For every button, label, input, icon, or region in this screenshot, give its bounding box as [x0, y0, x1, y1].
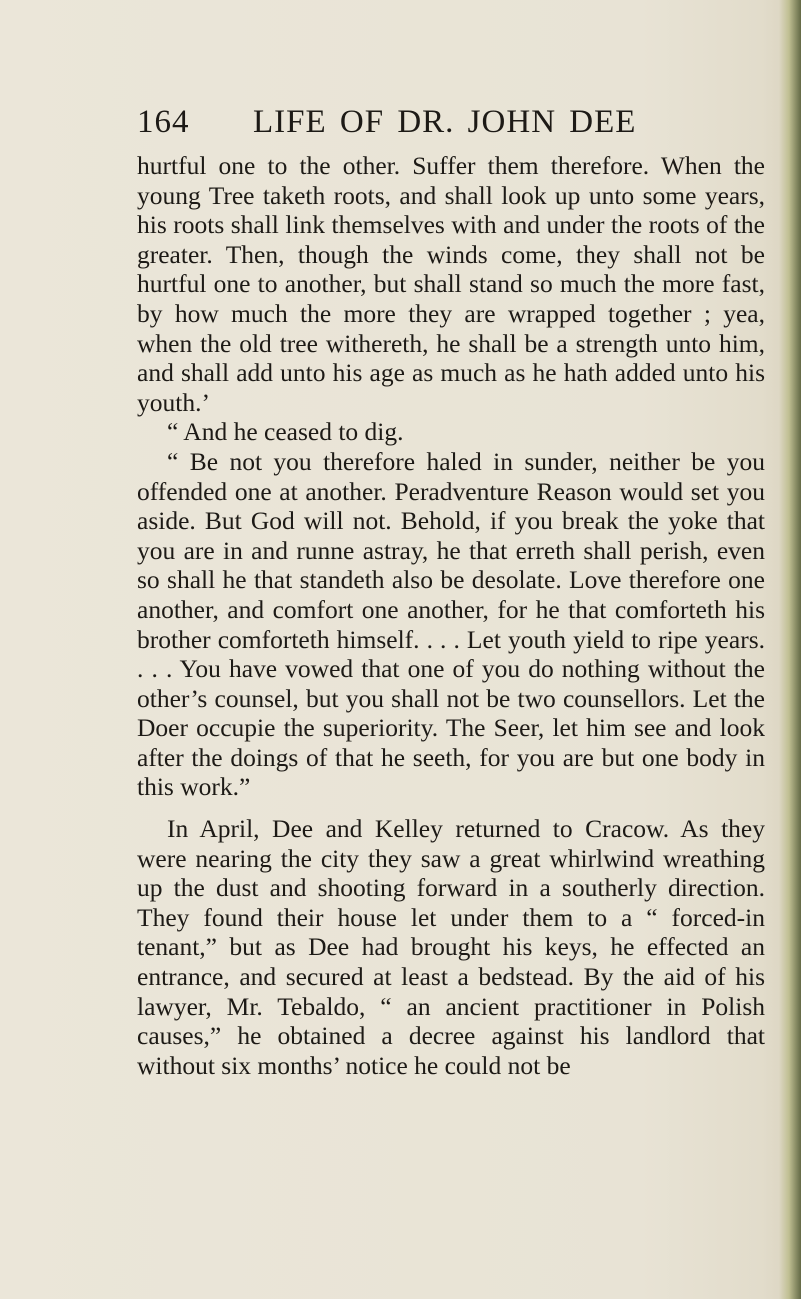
page-number: 164 [137, 104, 190, 140]
page-header [137, 104, 745, 148]
body-text [137, 151, 765, 1080]
page-edge-shadow [779, 0, 801, 1299]
running-title: LIFE OF DR. JOHN DEE [253, 104, 637, 140]
paragraph-be-not-haled: “ Be not you therefore haled in sunder, neither be you offended one at another. Peradventure Reason would set you aside. But God will not. Behold, if you break the yoke that you are in and runne astray, he that erreth shall perish, even so shall he that standeth also be desolate. Love therefore one another, and comfort one another, for he that comforteth his brother comforteth himself. . . . Let youth yield to ripe years. . . . You have vowed that one of you do nothing without the other’s counsel, but you shall not be two counsellors. Let the Doer occupie the superiority. The Seer, let him see and look after the doings of that he seeth, for you are but one body in this work.” [137, 446, 765, 802]
paragraph-continuation: hurtful one to the other. Suffer them therefore. When the young Tree taketh roots, and shall look up unto some years, his roots shall link themselves with and under the roots of the greater. Then, though the winds come, they shall not be hurtful one to another, but shall stand so much the more fast, by how much the more they are wrapped together ; yea, when the old tree withereth, he shall be a strength unto him, and shall add unto his age as much as he hath added unto his youth.’ [137, 151, 765, 417]
paragraph-april-cracow: In April, Dee and Kelley returned to Cracow. As they were nearing the city they saw a great whirlwind wreathing up the dust and shooting forward in a southerly direction. They found their house let under them to a “ forced-in tenant,” but as Dee had brought his keys, he effected an entrance, and secured at least a bedstead. By the aid of his lawyer, Mr. Tebaldo, “ an ancient practitioner in Polish causes,” he obtained a decree against his landlord that without six months’ notice he could not be [137, 814, 765, 1080]
paragraph-ceased-to-dig: “ And he ceased to dig. [167, 417, 404, 447]
